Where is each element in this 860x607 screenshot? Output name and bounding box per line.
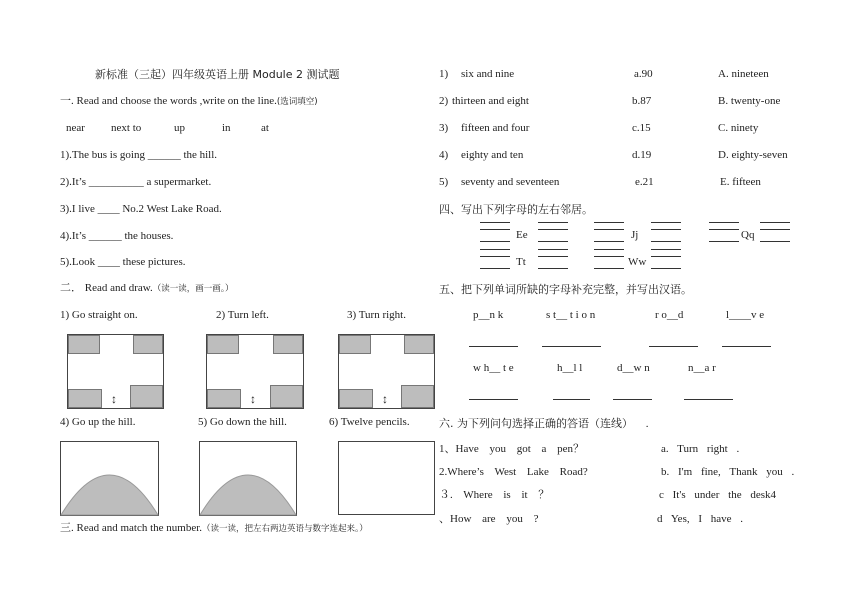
match-row-text: fifteen and four — [461, 122, 530, 134]
question-item: 2.Where’s West Lake Road? — [439, 466, 588, 478]
block — [207, 389, 241, 408]
answer-line — [553, 399, 590, 400]
blank-line — [760, 229, 790, 230]
section-6-heading — [439, 417, 649, 431]
missing-letter-word: n__a r — [688, 362, 716, 374]
section-1-note: (选词填空) — [276, 97, 318, 107]
page-title: 新标准（三起）四年级英语上册 Module 2 测试题 — [95, 68, 340, 81]
draw-label: 4) Go up the hill. — [60, 416, 136, 428]
match-row-num: 3) — [439, 122, 449, 134]
blank-line — [760, 241, 790, 242]
answer-line — [469, 346, 518, 347]
match-row-text: eighty and ten — [461, 149, 524, 161]
missing-letter-word: r o__d — [655, 309, 684, 321]
word-bank-item: in — [222, 122, 231, 134]
crossroad-figure — [338, 334, 435, 409]
draw-label: 1) Go straight on. — [60, 309, 138, 321]
blank-line — [538, 222, 568, 223]
blank-line — [594, 249, 624, 250]
section-2-note: （读一读，画一画。） — [152, 284, 234, 294]
blank-line — [480, 256, 510, 257]
answer-item: b. I'm fine, Thank you . — [661, 466, 795, 478]
answer-line — [613, 399, 652, 400]
match-row-right: D. eighty-seven — [718, 149, 788, 161]
word-bank-item: up — [174, 122, 185, 134]
crossroad-figure — [206, 334, 304, 409]
question-item: 1、Have you got a pen？ — [439, 443, 585, 455]
blank-line — [480, 241, 510, 242]
draw-label: 5) Go down the hill. — [198, 416, 287, 428]
blank-line — [480, 268, 510, 269]
answer-line — [542, 346, 601, 347]
section-6-dot: . — [645, 418, 649, 430]
blank-line — [480, 249, 510, 250]
word-bank-item: at — [261, 122, 269, 134]
match-row-mid: a.90 — [634, 68, 653, 80]
blank-line — [480, 229, 510, 230]
match-row-mid: b.87 — [632, 95, 652, 107]
match-row-mid: e.21 — [635, 176, 654, 188]
up-down-arrow-icon: ↕ — [250, 392, 256, 406]
match-row-text: seventy and seventeen — [461, 176, 560, 188]
hill-figure — [60, 441, 159, 516]
blank-line — [709, 222, 739, 223]
section-4-heading: 四、写出下列字母的左右邻居。 — [439, 203, 593, 216]
match-row-mid: d.19 — [632, 149, 652, 161]
match-row-right: A. nineteen — [718, 68, 769, 80]
blank-line — [594, 222, 624, 223]
answer-item: a. Turn right . — [661, 443, 740, 455]
blank-line — [709, 229, 739, 230]
blank-line — [651, 241, 681, 242]
blank-line — [538, 256, 568, 257]
match-row-text: six and nine — [461, 68, 515, 80]
match-row-num: 4) — [439, 149, 449, 161]
blank-line — [594, 268, 624, 269]
section-3-instruction: 三. Read and match the number. — [60, 522, 203, 534]
blank-line — [538, 229, 568, 230]
blank-drawing-box — [338, 441, 435, 515]
block — [270, 385, 303, 408]
blank-line — [538, 249, 568, 250]
answer-line — [684, 399, 733, 400]
blank-line — [538, 241, 568, 242]
section-6-instruction: 六. 为下列问句选择正确的答语（连线） — [439, 417, 633, 430]
blank-line — [538, 268, 568, 269]
missing-letter-word: d__w n — [617, 362, 650, 374]
missing-letter-word: w h__ t e — [473, 362, 514, 374]
draw-label: 3) Turn right. — [347, 309, 406, 321]
missing-letter-word: h__l l — [557, 362, 583, 374]
section-2-instruction: 二． Read and draw. — [60, 282, 153, 294]
block — [130, 385, 163, 408]
blank-line — [594, 229, 624, 230]
fill-blank-item: 1).The bus is going ______ the hill. — [60, 149, 218, 161]
missing-letter-word: p__n k — [473, 309, 504, 321]
block — [68, 335, 100, 354]
block — [273, 335, 303, 354]
letter-pair: Ww — [628, 256, 647, 268]
match-row-text: thirteen and eight — [452, 95, 529, 107]
answer-item: d Yes, I have . — [657, 513, 744, 525]
blank-line — [651, 268, 681, 269]
section-2-heading — [60, 282, 234, 296]
section-3-heading — [60, 522, 368, 536]
blank-line — [651, 229, 681, 230]
section-1-heading — [60, 95, 318, 109]
section-1-instruction: 一. Read and choose the words ,write on the line. — [60, 95, 277, 107]
block — [404, 335, 434, 354]
fill-blank-item: 5).Look ____ these pictures. — [60, 256, 186, 268]
section-5-heading: 五、把下列单词所缺的字母补充完整，并写出汉语。 — [439, 283, 692, 296]
section-3-note: （读一读，把左右两边英语与数字连起来。） — [202, 524, 368, 534]
question-item: ３. Where is it ？ — [439, 489, 550, 501]
crossroad-figure — [67, 334, 164, 409]
blank-line — [709, 241, 739, 242]
block — [207, 335, 239, 354]
block — [401, 385, 434, 408]
blank-line — [651, 256, 681, 257]
block — [68, 389, 102, 408]
hill-figure — [199, 441, 297, 516]
match-row-num: 1) — [439, 68, 449, 80]
blank-line — [651, 222, 681, 223]
answer-line — [722, 346, 771, 347]
question-item: 、How are you ? — [439, 513, 539, 525]
missing-letter-word: s t__ t i o n — [546, 309, 596, 321]
blank-line — [594, 241, 624, 242]
match-row-right: E. fifteen — [720, 176, 761, 188]
blank-line — [594, 256, 624, 257]
fill-blank-item: 2).It’s __________ a supermarket. — [60, 176, 212, 188]
blank-line — [760, 222, 790, 223]
fill-blank-item: 3).I live ____ No.2 West Lake Road. — [60, 203, 222, 215]
block — [339, 335, 371, 354]
match-row-num: 2) — [439, 95, 449, 107]
letter-pair: Qq — [741, 229, 755, 241]
block — [339, 389, 373, 408]
blank-line — [651, 249, 681, 250]
draw-label: 6) Twelve pencils. — [329, 416, 410, 428]
letter-pair: Tt — [516, 256, 526, 268]
letter-pair: Ee — [516, 229, 528, 241]
answer-line — [649, 346, 698, 347]
match-row-mid: c.15 — [632, 122, 651, 134]
draw-label: 2) Turn left. — [216, 309, 269, 321]
answer-line — [469, 399, 518, 400]
word-bank-item: near — [66, 122, 85, 134]
fill-blank-item: 4).It’s ______ the houses. — [60, 230, 174, 242]
blank-line — [480, 222, 510, 223]
missing-letter-word: l____v e — [726, 309, 765, 321]
block — [133, 335, 163, 354]
word-bank-item: next to — [111, 122, 142, 134]
match-row-right: C. ninety — [718, 122, 759, 134]
answer-item: c It's under the desk4 — [659, 489, 777, 501]
up-down-arrow-icon: ↕ — [382, 392, 388, 406]
up-down-arrow-icon: ↕ — [111, 392, 117, 406]
match-row-right: B. twenty-one — [718, 95, 781, 107]
letter-pair: Jj — [631, 229, 639, 241]
match-row-num: 5) — [439, 176, 449, 188]
